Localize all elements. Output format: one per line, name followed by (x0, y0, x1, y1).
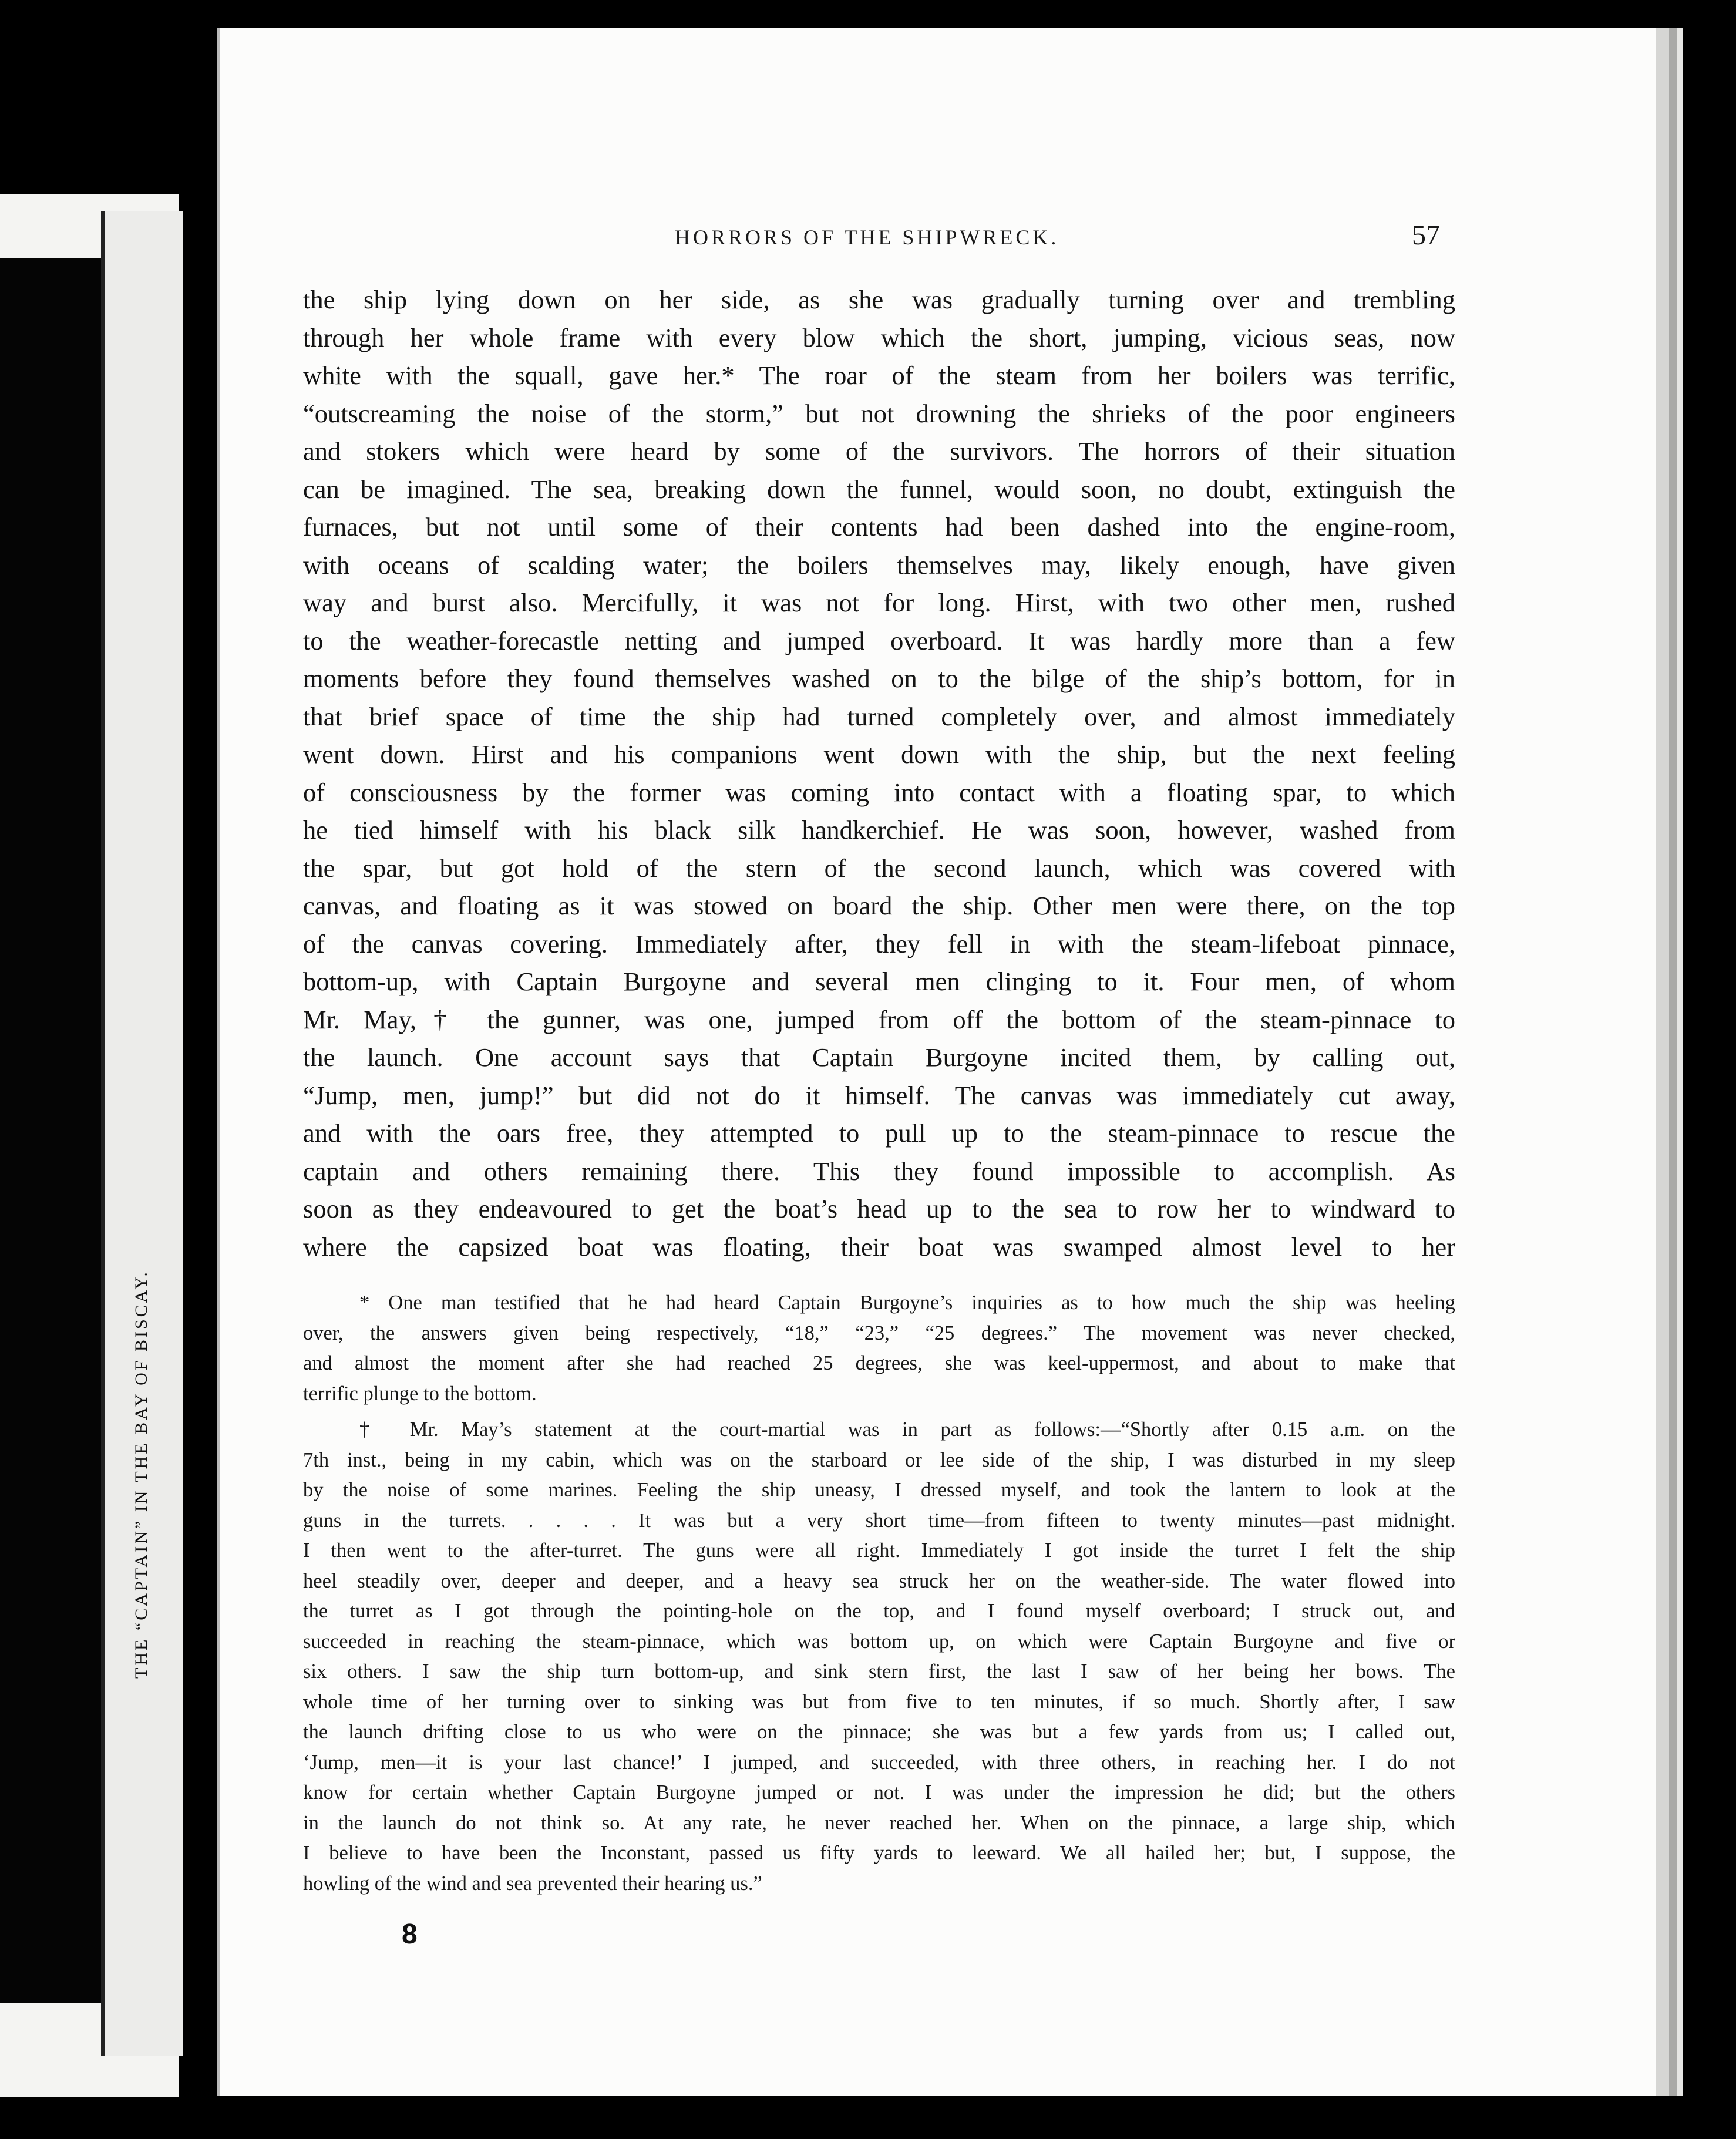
page-edge (1669, 28, 1677, 2096)
text-line: way and burst also. Mercifully, it was not for long. Hirst, with two other men, rushed (303, 588, 1455, 617)
text-line: can be imagined. The sea, breaking down the funnel, would soon, no doubt, extinguish the (303, 474, 1455, 504)
footnote-line: the launch drifting close to us who were on the pinnace; she was but a few yards from us; I called out, (303, 1721, 1455, 1743)
footnote-line: ‘Jump, men—it is your last chance!’ I jumped, and succeeded, with three others, in reaching her. I do not (303, 1751, 1455, 1774)
footnote-line: six others. I saw the ship turn bottom-up, and sink stern first, the last I saw of her being her bows. The (303, 1660, 1455, 1683)
signature-mark: 8 (402, 1919, 418, 1950)
footnote-line: succeeded in reaching the steam-pinnace, which was bottom up, on which were Captain Burgoyne and five or (303, 1630, 1455, 1653)
text-line: soon as they endeavoured to get the boat’s head up to the sea to row her to windward to (303, 1194, 1455, 1223)
footnote-line: whole time of her turning over to sinking was but from five to ten minutes, if so much. Shortly after, I saw (303, 1690, 1455, 1713)
text-line: and with the oars free, they attempted to pull up to the steam-pinnace to rescue the (303, 1118, 1455, 1148)
facing-page-plate (0, 258, 101, 2003)
text-line: he tied himself with his black silk handkerchief. He was soon, however, washed from (303, 815, 1455, 845)
text-line: of consciousness by the former was coming into contact with a floating spar, to which (303, 777, 1455, 807)
footnote-1 (303, 1288, 1455, 1409)
text-line: where the capsized boat was floating, their boat was swamped almost level to her (303, 1232, 1455, 1262)
running-head: HORRORS OF THE SHIPWRECK. (675, 226, 1059, 249)
text-line: to the weather-forecastle netting and jumped overboard. It was hardly more than a few (303, 625, 1455, 655)
text-line: white with the squall, gave her.* The roar of the steam from her boilers was terrific, (303, 361, 1455, 390)
footnote-line: heel steadily over, deeper and deeper, and a heavy sea struck her on the weather-side. The water flowed into (303, 1569, 1455, 1592)
text-line: and stokers which were heard by some of the survivors. The horrors of their situation (303, 436, 1455, 466)
text-line: moments before they found themselves washed on to the bilge of the ship’s bottom, for in (303, 664, 1455, 693)
facing-page (0, 194, 179, 2097)
page-number: 57 (1412, 220, 1440, 251)
page-edge (1656, 28, 1669, 2096)
footnote-line: 7th inst., being in my cabin, which was on the starboard or lee side of the ship, I was disturbed in my sleep (303, 1448, 1455, 1471)
footnote-line: and almost the moment after she had reached 25 degrees, she was keel-uppermost, and about to make that (303, 1352, 1455, 1374)
footnotes (303, 1288, 1455, 1899)
text-line: that brief space of time the ship had turned completely over, and almost immediately (303, 701, 1455, 731)
footnote-line: by the noise of some marines. Feeling the ship uneasy, I dressed myself, and took the lantern to look at the (303, 1479, 1455, 1501)
text-line: went down. Hirst and his companions went down with the ship, but the next feeling (303, 739, 1455, 769)
text-line: bottom-up, with Captain Burgoyne and several men clinging to it. Four men, of whom (303, 967, 1455, 996)
spine-caption: THE “CAPTAIN” IN THE BAY OF BISCAY. (132, 1270, 151, 1679)
main-text (303, 281, 1455, 1266)
footnote-line: know for certain whether Captain Burgoyne jumped or not. I was under the impression he did; but the others (303, 1781, 1455, 1804)
text-line: furnaces, but not until some of their contents had been dashed into the engine-room, (303, 512, 1455, 542)
footnote-line: howling of the wind and sea prevented their hearing us.” (303, 1872, 762, 1895)
footnote-line: I then went to the after-turret. The guns were all right. Immediately I got inside the turret I felt the ship (303, 1539, 1455, 1562)
page-edge (1677, 28, 1683, 2096)
text-line: “Jump, men, jump!” but did not do it himself. The canvas was immediately cut away, (303, 1080, 1455, 1110)
book-page (217, 28, 1658, 2096)
text-line: through her whole frame with every blow which the short, jumping, vicious seas, now (303, 322, 1455, 352)
text-line: captain and others remaining there. This they found impossible to accomplish. As (303, 1156, 1455, 1186)
footnote-line: † Mr. May’s statement at the court-martial was in part as follows:—“Shortly after 0.15 a.m. on the (359, 1418, 1455, 1441)
footnote-line: over, the answers given being respectively, “18,” “23,” “25 degrees.” The movement was never checked, (303, 1321, 1455, 1344)
text-line: canvas, and floating as it was stowed on board the ship. Other men were there, on the top (303, 891, 1455, 920)
text-line: the launch. One account says that Captain Burgoyne incited them, by calling out, (303, 1042, 1455, 1072)
footnote-line: * One man testified that he had heard Captain Burgoyne’s inquiries as to how much the ship was heeling (359, 1292, 1455, 1314)
footnote-line: guns in the turrets. . . . . It was but a very short time—from fifteen to twenty minutes—past midnight. (303, 1509, 1455, 1532)
footnote-2 (303, 1415, 1455, 1899)
text-line: “outscreaming the noise of the storm,” but not drowning the shrieks of the poor engineers (303, 398, 1455, 428)
footnote-line: I believe to have been the Inconstant, passed us fifty yards to leeward. We all hailed her; but, I suppose, the (303, 1842, 1455, 1864)
text-line: the ship lying down on her side, as she was gradually turning over and trembling (303, 285, 1455, 314)
footnote-line: terrific plunge to the bottom. (303, 1382, 537, 1405)
footnote-line: the turret as I got through the pointing-hole on the top, and I found myself overboard; I struck out, and (303, 1600, 1455, 1622)
text-line: of the canvas covering. Immediately after, they fell in with the steam-lifeboat pinnace, (303, 929, 1455, 958)
footnote-line: in the launch do not think so. At any rate, he never reached her. When on the pinnace, a large ship, which (303, 1811, 1455, 1834)
text-line: Mr. May,† the gunner, was one, jumped from off the bottom of the steam-pinnace to (303, 1004, 1455, 1034)
text-line: with oceans of scalding water; the boilers themselves may, likely enough, have given (303, 550, 1455, 580)
spine-strip (101, 211, 183, 2056)
text-line: the spar, but got hold of the stern of the second launch, which was covered with (303, 853, 1455, 883)
